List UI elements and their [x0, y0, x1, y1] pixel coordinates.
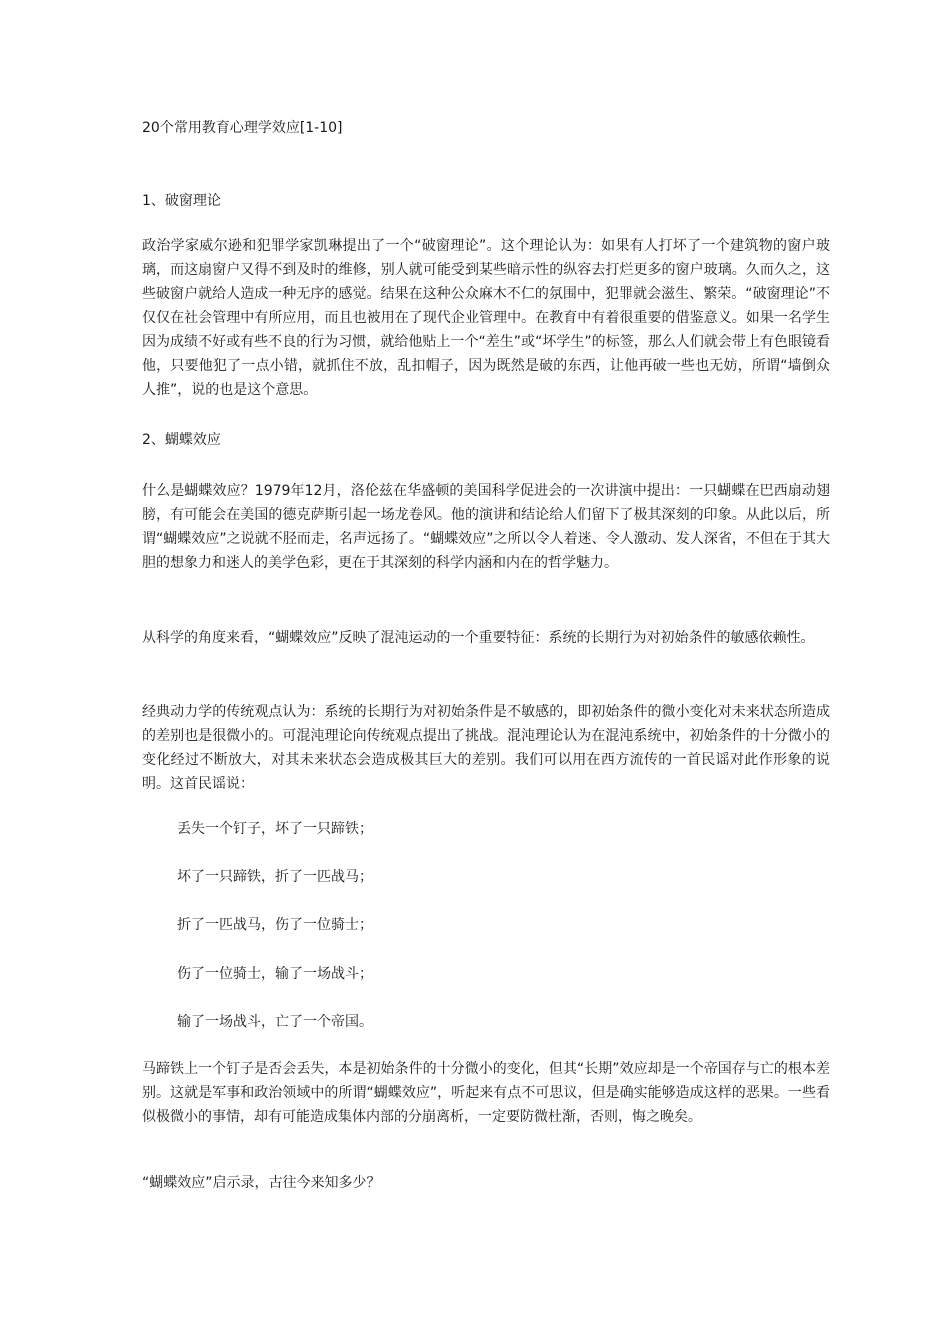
document-title: 20个常用教育心理学效应[1-10]: [142, 120, 343, 136]
verse-line: 丢失一个钉子，坏了一只蹄铁；: [177, 821, 373, 837]
paragraph-butterfly-science: 从科学的角度来看，“蝴蝶效应”反映了混沌运动的一个重要特征：系统的长期行为对初始条件的敏感依赖性。: [142, 630, 815, 646]
verse-line: 伤了一位骑士，输了一场战斗；: [177, 966, 373, 982]
paragraph-butterfly-chaos: 经典动力学的传统观点认为：系统的长期行为对初始条件是不敏感的，即初始条件的微小变化对未来状态所造成的差别也是很微小的。可混沌理论向传统观点提出了挑战。混沌理论认为在混沌系统中，初始条件的十分微小的变化经过不断放大，对其未来状态会造成极其巨大的差别。我们可以用在西方流传的一首民谣对此作形象的说明。这首民谣说：: [142, 704, 830, 792]
paragraph-butterfly-intro: 什么是蝴蝶效应？1979年12月，洛伦兹在华盛顿的美国科学促进会的一次讲演中提出：一只蝴蝶在巴西扇动翅膀，有可能会在美国的德克萨斯引起一场龙卷风。他的演讲和结论给人们留下了极其深刻的印象。从此以后，所谓“蝴蝶效应”之说就不胫而走，名声远扬了。“蝴蝶效应”之所以令人着迷、令人激动、发人深省，不但在于其大胆的想象力和迷人的美学色彩，更在于其深刻的科学内涵和内在的哲学魅力。: [142, 483, 830, 571]
paragraph-broken-windows: 政治学家威尔逊和犯罪学家凯琳提出了一个“破窗理论”。这个理论认为：如果有人打坏了一个建筑物的窗户玻璃，而这扇窗户又得不到及时的维修，别人就可能受到某些暗示性的纵容去打烂更多的窗户玻璃。久而久之，这些破窗户就给人造成一种无序的感觉。结果在这种公众麻木不仁的氛围中，犯罪就会滋生、繁荣。“破窗理论”不仅仅在社会管理中有所应用，而且也被用在了现代企业管理中。在教育中有着很重要的借鉴意义。如果一名学生因为成绩不好或有些不良的行为习惯，就给他贴上一个“差生”或“坏学生”的标签，那么人们就会带上有色眼镜看他，只要他犯了一点小错，就抓住不放，乱扣帽子，因为既然是破的东西，让他再破一些也无妨，所谓“墙倒众人推”，说的也是这个意思。: [142, 238, 830, 398]
section-heading-butterfly-effect: 2、蝴蝶效应: [142, 432, 221, 448]
paragraph-butterfly-revelation: “蝴蝶效应”启示录，古往今来知多少？: [142, 1175, 381, 1191]
verse-line: 折了一匹战马，伤了一位骑士；: [177, 917, 373, 933]
verse-line: 输了一场战斗，亡了一个帝国。: [177, 1014, 373, 1030]
verse-line: 坏了一只蹄铁，折了一匹战马；: [177, 869, 373, 885]
paragraph-horseshoe-conclusion: 马蹄铁上一个钉子是否会丢失，本是初始条件的十分微小的变化，但其“长期”效应却是一个帝国存与亡的根本差别。这就是军事和政治领域中的所谓“蝴蝶效应”，听起来有点不可思议，但是确实能够造成这样的恶果。一些看似极微小的事情，却有可能造成集体内部的分崩离析，一定要防微杜渐，否则，悔之晚矣。: [142, 1061, 830, 1125]
section-heading-broken-windows: 1、破窗理论: [142, 193, 221, 209]
